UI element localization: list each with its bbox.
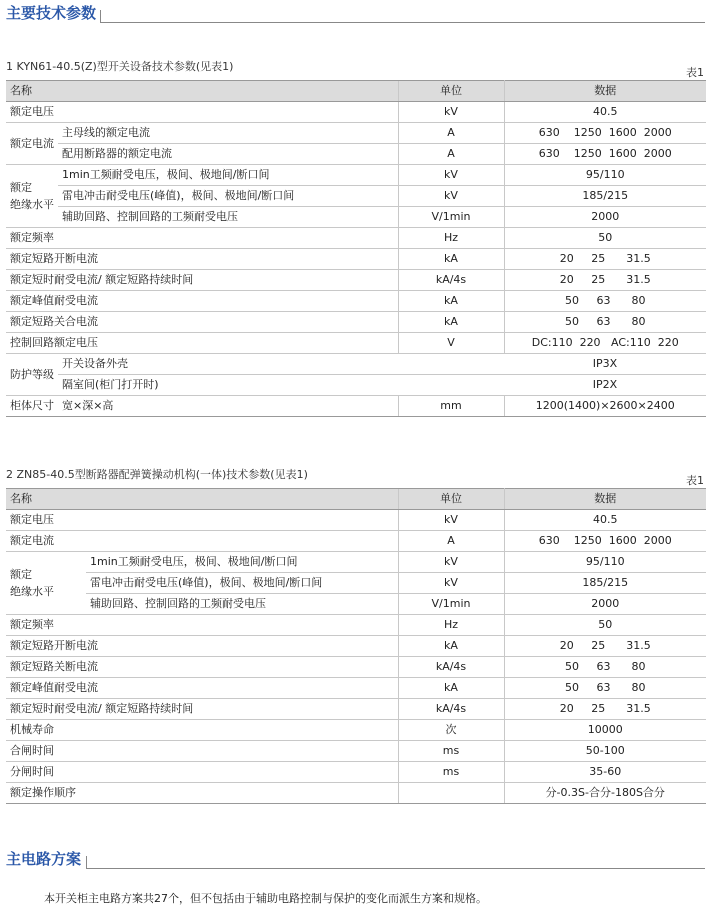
row-unit: Hz <box>398 615 504 636</box>
table-row <box>6 144 706 165</box>
row-unit: kV <box>398 186 504 207</box>
row-data: 2000 <box>504 594 706 615</box>
table-header-row <box>6 81 706 102</box>
row-name: 额定电压 <box>6 102 398 123</box>
row-unit: kV <box>398 510 504 531</box>
table-row <box>6 510 706 531</box>
table-row <box>6 720 706 741</box>
table-row <box>6 354 706 375</box>
row-data: 185/215 <box>504 573 706 594</box>
section-title-main-circuit: 主电路方案 <box>6 850 82 868</box>
row-group-name-line2: 绝缘水平 <box>10 585 54 598</box>
row-group-name <box>6 552 86 615</box>
table-row <box>6 312 706 333</box>
row-name: 额定电压 <box>6 510 398 531</box>
row-data: DC:110 220 AC:110 220 <box>504 333 706 354</box>
row-group-name: 柜体尺寸 <box>6 396 58 417</box>
row-unit: kA/4s <box>398 699 504 720</box>
row-data: 20 25 31.5 <box>504 249 706 270</box>
row-data: 630 1250 1600 2000 <box>504 531 706 552</box>
row-data: IP3X <box>398 354 706 375</box>
section-title-underline <box>86 856 705 869</box>
row-sub-name: 辅助回路、控制回路的工频耐受电压 <box>58 207 398 228</box>
row-data: 185/215 <box>504 186 706 207</box>
table-row <box>6 186 706 207</box>
row-unit: A <box>398 123 504 144</box>
table-row <box>6 699 706 720</box>
row-name: 额定短路开断电流 <box>6 636 398 657</box>
table1-caption: 1 KYN61-40.5(Z)型开关设备技术参数(见表1) <box>6 60 234 73</box>
row-unit: kA <box>398 636 504 657</box>
table-row <box>6 207 706 228</box>
table-row <box>6 165 706 186</box>
header-unit: 单位 <box>398 489 504 510</box>
row-sub-name: 宽×深×高 <box>58 396 398 417</box>
table-row <box>6 678 706 699</box>
row-group-name-line1: 额定 <box>10 181 32 194</box>
header-unit: 单位 <box>398 81 504 102</box>
row-data: 630 1250 1600 2000 <box>504 144 706 165</box>
table-row <box>6 741 706 762</box>
row-name: 额定短时耐受电流/ 额定短路持续时间 <box>6 699 398 720</box>
header-data: 数据 <box>504 489 706 510</box>
row-sub-name: 配用断路器的额定电流 <box>58 144 398 165</box>
row-group-name: 额定电流 <box>6 123 58 165</box>
row-name: 分闸时间 <box>6 762 398 783</box>
row-data: 20 25 31.5 <box>504 636 706 657</box>
row-data: 分-0.3S-合分-180S合分 <box>504 783 706 804</box>
row-data: 95/110 <box>504 165 706 186</box>
row-unit: kA <box>398 291 504 312</box>
header-data: 数据 <box>504 81 706 102</box>
table-row <box>6 573 706 594</box>
row-name: 额定频率 <box>6 615 398 636</box>
row-data: 50 63 80 <box>504 657 706 678</box>
row-name: 额定峰值耐受电流 <box>6 678 398 699</box>
row-unit: kV <box>398 552 504 573</box>
row-unit: Hz <box>398 228 504 249</box>
table-row <box>6 333 706 354</box>
row-name: 额定短时耐受电流/ 额定短路持续时间 <box>6 270 398 291</box>
table-header-row <box>6 489 706 510</box>
table-row <box>6 783 706 804</box>
table-row <box>6 123 706 144</box>
row-name: 额定操作顺序 <box>6 783 398 804</box>
row-data: 50 63 80 <box>504 678 706 699</box>
table-row <box>6 396 706 417</box>
table-row <box>6 291 706 312</box>
row-sub-name: 1min工频耐受电压，极间、极地间/断口间 <box>86 552 398 573</box>
section-title-main-params: 主要技术参数 <box>6 4 97 22</box>
row-sub-name: 主母线的额定电流 <box>58 123 398 144</box>
row-data: 20 25 31.5 <box>504 699 706 720</box>
row-group-name-line2: 绝缘水平 <box>10 198 54 211</box>
row-data: 630 1250 1600 2000 <box>504 123 706 144</box>
table2-number: 表1 <box>686 474 704 487</box>
row-unit: kV <box>398 102 504 123</box>
row-unit: kV <box>398 573 504 594</box>
row-group-name: 防护等级 <box>6 354 58 396</box>
table2-zn85-params <box>6 488 706 804</box>
row-unit: kA/4s <box>398 270 504 291</box>
row-data: 50 63 80 <box>504 291 706 312</box>
row-unit: kA/4s <box>398 657 504 678</box>
row-sub-name: 隔室间(柜门打开时) <box>58 375 398 396</box>
table-row <box>6 375 706 396</box>
row-sub-name: 1min工频耐受电压，极间、极地间/断口间 <box>58 165 398 186</box>
row-unit: ms <box>398 762 504 783</box>
section-title-underline <box>100 10 705 23</box>
table2-caption: 2 ZN85-40.5型断路器配弹簧操动机构(一体)技术参数(见表1) <box>6 468 308 481</box>
row-sub-name: 辅助回路、控制回路的工频耐受电压 <box>86 594 398 615</box>
table-row <box>6 552 706 573</box>
row-data: 35-60 <box>504 762 706 783</box>
row-data: 1200(1400)×2600×2400 <box>504 396 706 417</box>
row-data: 50 63 80 <box>504 312 706 333</box>
row-data: 50 <box>504 615 706 636</box>
main-circuit-description: 本开关柜主电路方案共27个，但不包括由于辅助电路控制与保护的变化而派生方案和规格。 <box>44 892 487 905</box>
row-name: 机械寿命 <box>6 720 398 741</box>
row-name: 额定频率 <box>6 228 398 249</box>
row-unit: kA <box>398 678 504 699</box>
row-unit: mm <box>398 396 504 417</box>
table-row <box>6 249 706 270</box>
row-name: 额定短路关合电流 <box>6 312 398 333</box>
row-unit: V/1min <box>398 207 504 228</box>
row-data: 50-100 <box>504 741 706 762</box>
table1-kyn61-params <box>6 80 706 417</box>
row-data: 10000 <box>504 720 706 741</box>
table-row <box>6 270 706 291</box>
row-data: IP2X <box>398 375 706 396</box>
table-row <box>6 531 706 552</box>
row-name: 额定峰值耐受电流 <box>6 291 398 312</box>
row-data: 2000 <box>504 207 706 228</box>
row-unit: V <box>398 333 504 354</box>
table-row <box>6 615 706 636</box>
row-unit: kA <box>398 249 504 270</box>
header-name: 名称 <box>6 81 398 102</box>
table-row <box>6 102 706 123</box>
table-row <box>6 228 706 249</box>
row-data: 40.5 <box>504 510 706 531</box>
row-name: 额定电流 <box>6 531 398 552</box>
table-row <box>6 657 706 678</box>
row-data: 50 <box>504 228 706 249</box>
row-data: 95/110 <box>504 552 706 573</box>
table1-number: 表1 <box>686 66 704 79</box>
row-name: 额定短路关断电流 <box>6 657 398 678</box>
row-unit: 次 <box>398 720 504 741</box>
row-unit <box>398 783 504 804</box>
row-data: 20 25 31.5 <box>504 270 706 291</box>
table-row <box>6 762 706 783</box>
header-name: 名称 <box>6 489 398 510</box>
row-name: 合闸时间 <box>6 741 398 762</box>
row-sub-name: 雷电冲击耐受电压(峰值)，极间、极地间/断口间 <box>86 573 398 594</box>
row-group-name <box>6 165 58 228</box>
row-name: 额定短路开断电流 <box>6 249 398 270</box>
row-name: 控制回路额定电压 <box>6 333 398 354</box>
row-unit: A <box>398 144 504 165</box>
row-sub-name: 雷电冲击耐受电压(峰值)，极间、极地间/断口间 <box>58 186 398 207</box>
row-data: 40.5 <box>504 102 706 123</box>
row-unit: V/1min <box>398 594 504 615</box>
row-unit: kV <box>398 165 504 186</box>
table-row <box>6 636 706 657</box>
row-unit: A <box>398 531 504 552</box>
row-unit: kA <box>398 312 504 333</box>
table-row <box>6 594 706 615</box>
row-group-name-line1: 额定 <box>10 568 32 581</box>
row-sub-name: 开关设备外壳 <box>58 354 398 375</box>
row-unit: ms <box>398 741 504 762</box>
